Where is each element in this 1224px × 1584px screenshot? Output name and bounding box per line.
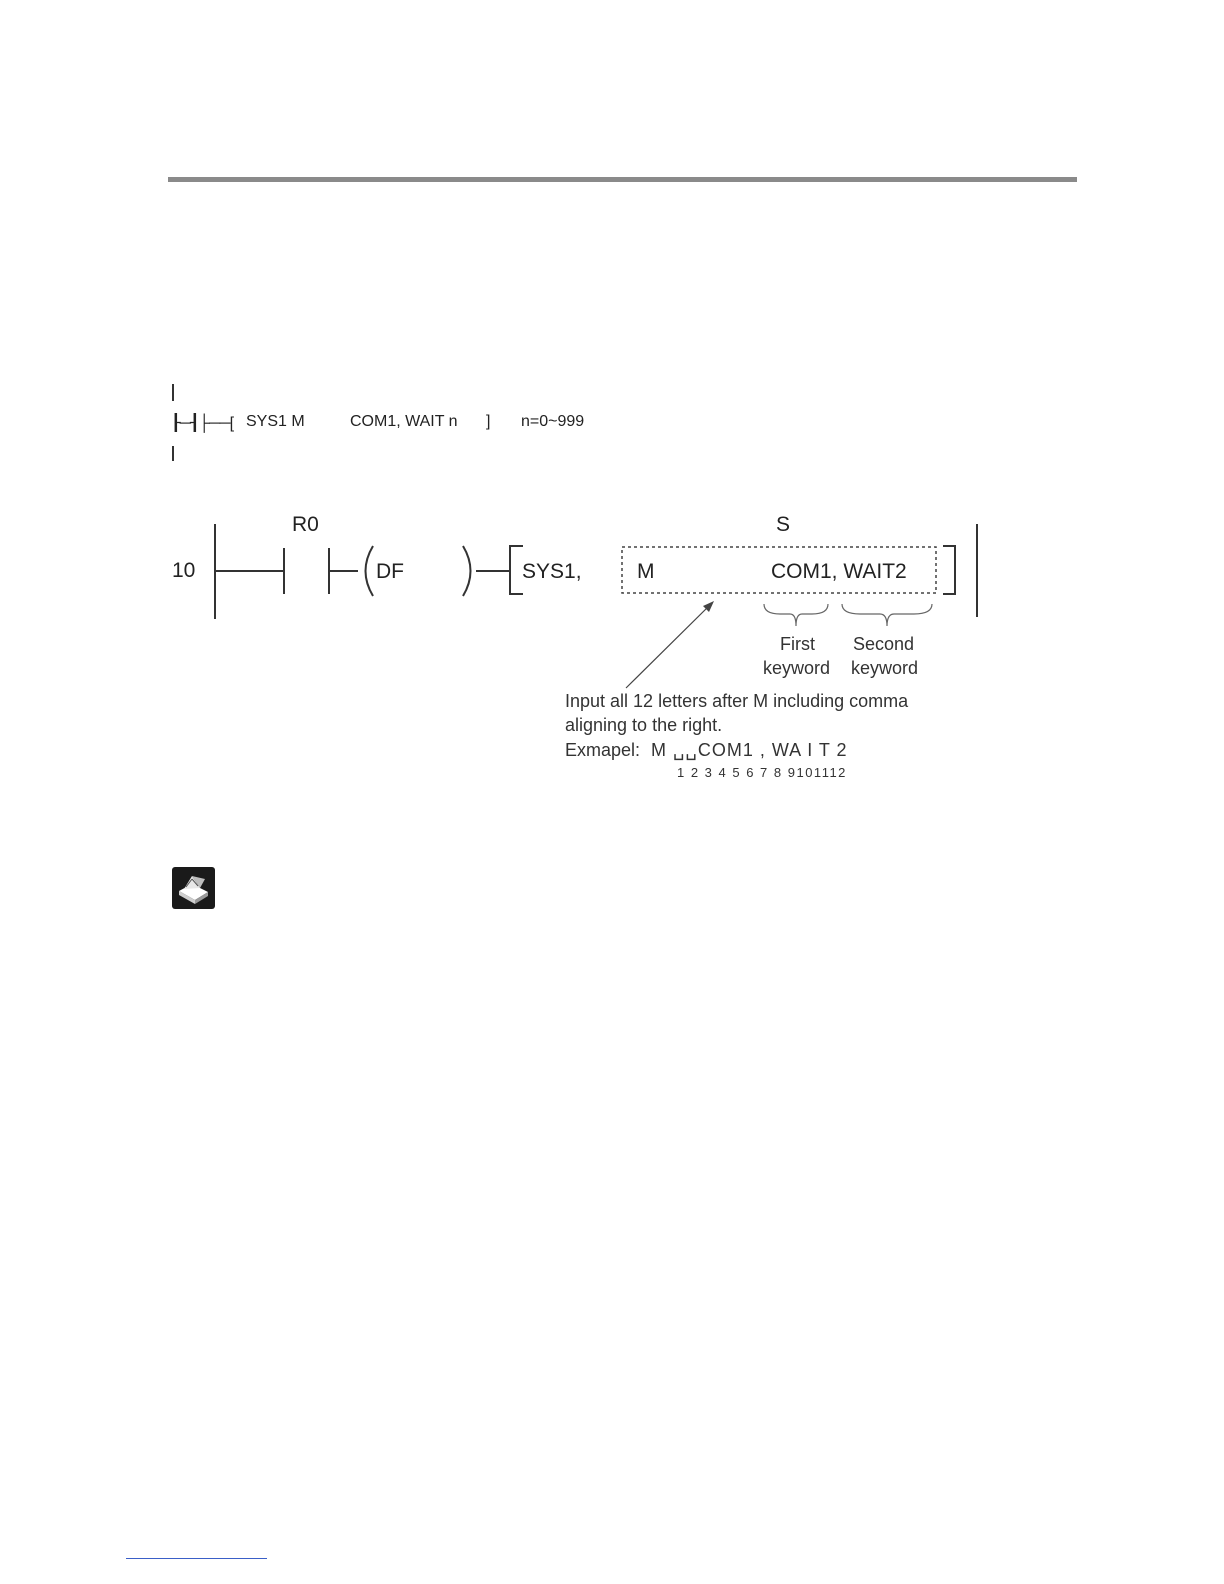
reference-book-icon [172,867,215,909]
syntax-range: n=0~999 [521,413,585,430]
step-address: 10 [172,559,196,582]
sys-close-bracket [943,546,955,594]
df-left-paren [366,546,374,596]
sys-label: SYS1, [522,560,582,583]
note-line2: aligning to the right. [565,715,723,735]
second-keyword-brace [842,604,932,626]
df-right-paren [463,546,471,596]
syntax-close-bracket: ] [486,413,491,430]
syntax-contacts: ┠─┨├──[ [171,415,234,432]
df-label: DF [376,560,404,583]
first-keyword-brace [764,604,828,626]
character-positions: 1 2 3 4 5 6 7 8 9101112 [677,765,847,780]
second-keyword-line1: Second [853,634,915,654]
syntax-instruction: SYS1 M [246,413,305,430]
example-label: Exmapel: [565,740,641,760]
source-label: S [776,513,791,536]
example-value: M ␣␣COM1 , WA I T 2 [651,740,848,760]
m-letter: M [637,560,655,583]
keywords-text: COM1, WAIT2 [771,560,907,583]
note-line1: Input all 12 letters after M including comma [565,691,909,711]
footer-link-underline [126,1558,267,1559]
note-arrow-line [626,603,712,688]
second-keyword-line2: keyword [851,658,919,678]
syntax-parameter: COM1, WAIT n [350,413,458,430]
first-keyword-line1: First [780,634,815,654]
relay-label: R0 [292,513,319,536]
first-keyword-line2: keyword [763,658,831,678]
